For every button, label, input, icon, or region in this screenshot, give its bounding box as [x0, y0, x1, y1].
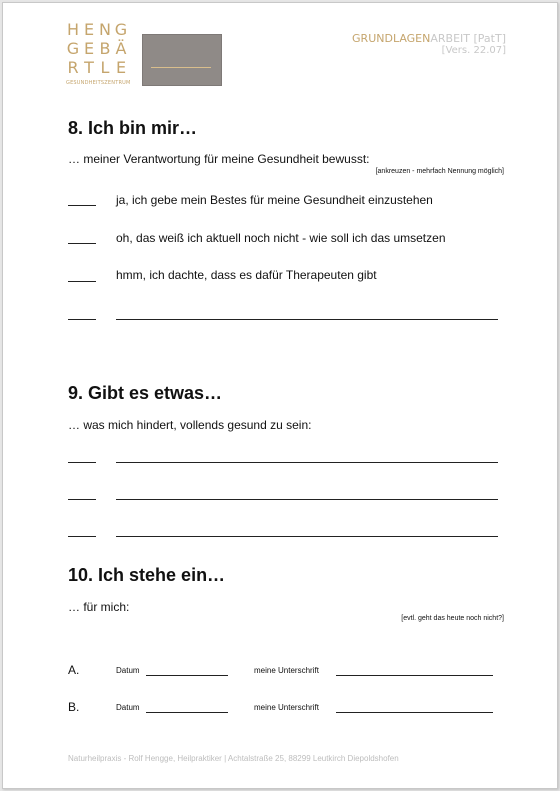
- date-line[interactable]: [146, 675, 228, 676]
- section8-intro: … meiner Verantwortung für meine Gesundheit bewusst:: [68, 152, 370, 166]
- section9-intro: … was mich hindert, vollends gesund zu sein:: [68, 418, 312, 432]
- section8-heading: 8. Ich bin mir…: [68, 118, 198, 138]
- checkbox-blank[interactable]: [68, 319, 96, 320]
- logo-letter: G: [66, 39, 80, 58]
- logo-letter: E: [115, 58, 127, 77]
- logo-letter: G: [114, 20, 128, 39]
- date-label: Datum: [116, 703, 140, 712]
- logo-letter: N: [99, 20, 111, 39]
- logo-letter: H: [66, 20, 80, 39]
- section10-intro: … für mich:: [68, 600, 130, 614]
- date-line[interactable]: [146, 712, 228, 713]
- logo-letter: B: [99, 39, 111, 58]
- date-label: Datum: [116, 666, 140, 675]
- checkbox-blank[interactable]: [68, 536, 96, 537]
- checkbox-blank[interactable]: [68, 499, 96, 500]
- checkbox-blank[interactable]: [68, 243, 96, 244]
- title-gold: GRUNDLAGEN: [352, 32, 431, 45]
- option-text: oh, das weiß ich aktuell noch nicht - wie soll ich das umsetzen: [116, 231, 446, 245]
- logo-letter: R: [67, 58, 79, 77]
- logo-row: [66, 20, 128, 38]
- logo-letter: Ä: [115, 39, 127, 58]
- checkbox-blank[interactable]: [68, 462, 96, 463]
- logo-row: [66, 58, 128, 76]
- signature-line[interactable]: [336, 712, 493, 713]
- logo-photo: [142, 34, 222, 86]
- photo-line: [151, 67, 211, 68]
- signature-label: meine Unterschrift: [254, 666, 319, 675]
- write-line[interactable]: [116, 536, 498, 537]
- signature-label: meine Unterschrift: [254, 703, 319, 712]
- option-text: ja, ich gebe mein Bestes für meine Gesundheit einzustehen: [116, 193, 433, 207]
- write-line[interactable]: [116, 499, 498, 500]
- section10-note: [evtl. geht das heute noch nicht?]: [401, 615, 504, 622]
- footer-address: Naturheilpraxis - Rolf Hengge, Heilpraktiker | Achtalstraße 25, 88299 Leutkirch Diepoldshofen: [68, 754, 399, 763]
- logo-letter: T: [84, 58, 94, 77]
- version-label: [Vers. 22.07]: [441, 45, 506, 56]
- section10-heading: 10. Ich stehe ein…: [68, 565, 226, 585]
- write-line[interactable]: [116, 462, 498, 463]
- write-line[interactable]: [116, 319, 498, 320]
- section9-heading: 9. Gibt es etwas…: [68, 383, 223, 403]
- row-letter: A.: [68, 663, 80, 677]
- title-grey: ARBEIT [PatT]: [430, 32, 506, 45]
- signature-line[interactable]: [336, 675, 493, 676]
- row-letter: B.: [68, 700, 80, 714]
- logo-letter: L: [100, 58, 110, 77]
- checkbox-blank[interactable]: [68, 205, 96, 206]
- logo-subtitle: GESUNDHEITSZENTRUM: [66, 80, 131, 86]
- section8-note: [ankreuzen - mehrfach Nennung möglich]: [375, 168, 504, 175]
- option-text: hmm, ich dachte, dass es dafür Therapeuten gibt: [116, 268, 377, 282]
- logo-letter: E: [83, 39, 95, 58]
- checkbox-blank[interactable]: [68, 281, 96, 282]
- document-title: [352, 32, 506, 45]
- logo-row: [66, 39, 128, 57]
- logo-letter: E: [83, 20, 95, 39]
